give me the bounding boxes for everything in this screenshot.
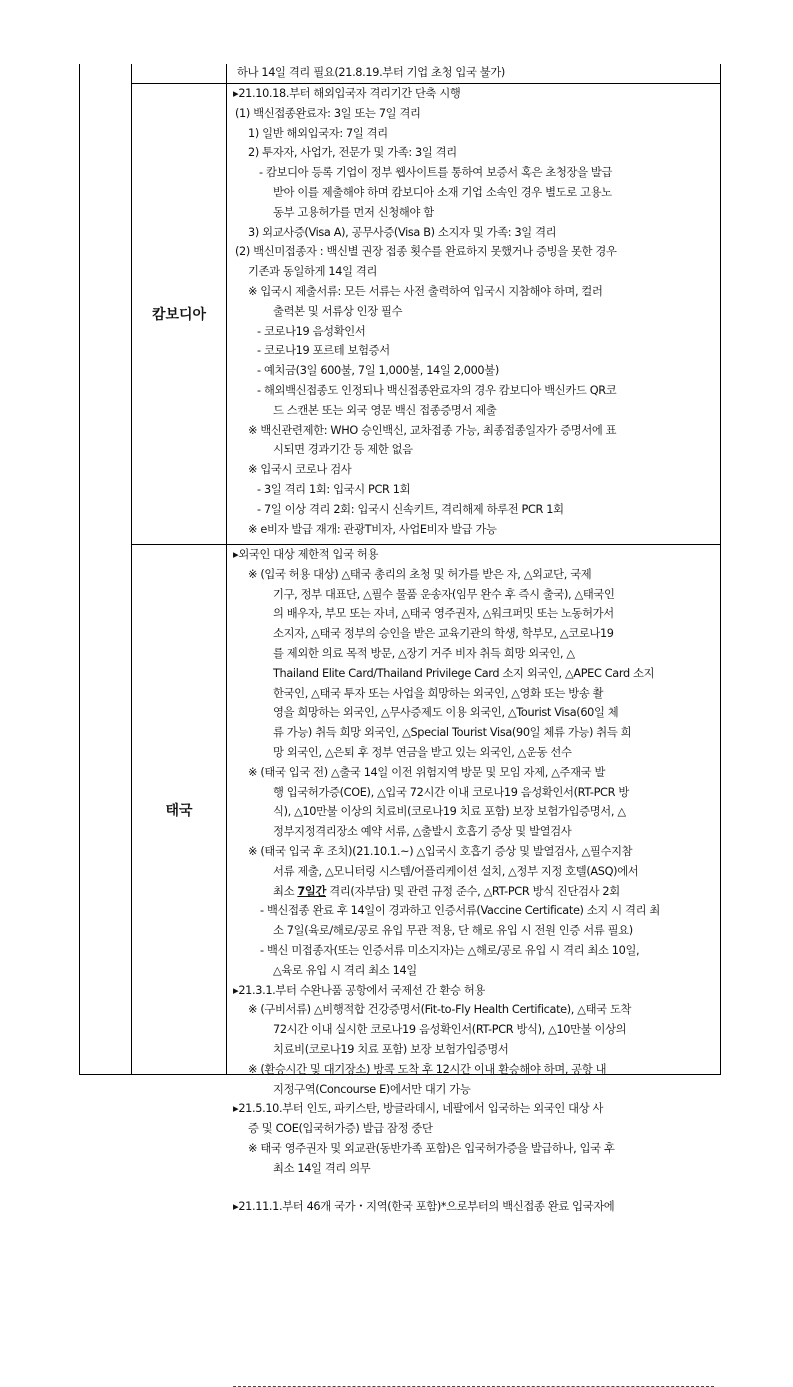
thailand-line-9: 류 가능) 취득 희망 외국인, △Special Tourist Visa(90일 체류 가능) 취득 희 — [273, 726, 632, 740]
cambodia-line-19: ※ 입국시 코로나 검사 — [248, 463, 352, 477]
thailand-line-16: 서류 제출, △모니터링 시스템/어플리케이션 설치, △정부 지정 호텔(ASQ)에서 — [273, 864, 639, 878]
thailand-line-23: ※ (구비서류) △비행적합 건강증명서(Fit-to-Fly Health Certificate), △태국 도착 — [248, 1003, 632, 1017]
thailand-line-1: ※ (입국 허용 대상) △태국 총리의 초청 및 허가를 받은 자, △외교단, 국제 — [248, 567, 592, 581]
thailand-line-12: 행 입국허가증(COE), △입국 72시간 이내 코로나19 음성확인서(RT-PCR 방 — [273, 785, 629, 799]
thailand-line-13: 식), △10만불 이상의 치료비(코로나19 치료 포함) 보장 보험가입증명서, △ — [273, 805, 626, 819]
thailand-line-22: ▸21.3.1.부터 수완나품 공항에서 국제선 간 환승 허용 — [233, 983, 485, 997]
cambodia-line-21: - 7일 이상 격리 2회: 입국시 신속키트, 격리해제 하루전 PCR 1회 — [257, 502, 564, 516]
thailand-line-28: ▸21.5.10.부터 인도, 파키스탄, 방글라데시, 네팔에서 입국하는 외국인 대상 사 — [233, 1102, 604, 1116]
thailand-line-15: ※ (태국 입국 후 조치)(21.10.1.~) △입국시 호흡기 증상 및 발열검사, △필수지참 — [248, 845, 633, 858]
thailand-line-31: 최소 14일 격리 의무 — [273, 1161, 371, 1175]
cambodia-country-label: 캄보디아 — [151, 307, 207, 323]
thailand-line-17: 최소 7일간 격리(자부담) 및 관련 규정 준수, △RT-PCR 방식 진단검사 2회 — [273, 884, 620, 898]
thailand-line-7: 한국인, △태국 투자 또는 사업을 희망하는 외국인, △영화 또는 방송 촬 — [273, 686, 604, 700]
thailand-line-5: 를 제외한 의료 목적 방문, △장기 거주 비자 취득 희망 외국인, △ — [273, 647, 575, 660]
thailand-country-cell — [132, 545, 227, 1074]
cambodia-line-3: 2) 투자자, 사업가, 전문가 및 가족: 3일 격리 — [248, 146, 457, 160]
cambodia-line-16: 드 스캔본 또는 외국 영문 백신 접종증명서 제출 — [273, 403, 497, 417]
cambodia-line-0: ▸21.10.18.부터 해외입국자 격리기간 단축 시행 — [233, 87, 461, 100]
cambodia-line-1: (1) 백신접종완료자: 3일 또는 7일 격리 — [235, 106, 421, 120]
cambodia-line-18: 시되면 경과기간 등 제한 없음 — [273, 443, 413, 457]
thailand-line-2: 기구, 정부 대표단, △필수 물품 운송자(임무 완수 후 즉시 출국), △태국인 — [273, 587, 615, 601]
thailand-line-21: △육로 유입 시 격리 최소 14일 — [273, 963, 417, 977]
thailand-line-6: Thailand Elite Card/Thailand Privilege Card 소지 외국인, △APEC Card 소지 — [273, 666, 655, 680]
thailand-line-20: - 백신 미접종자(또는 인증서류 미소지자)는 △해로/공로 유입 시 격리 최소 10일, — [260, 944, 640, 957]
cambodia-line-4: - 캄보디아 등록 기업이 정부 웹사이트를 통하여 보증서 혹은 초청장을 발급 — [259, 166, 613, 180]
thailand-line-18: - 백신접종 완료 후 14일이 경과하고 인증서류(Vaccine Certificate) 소지 시 격리 최 — [260, 904, 660, 918]
thailand-line-32: ▸21.11.1.부터 46개 국가・지역(한국 포함)*으로부터의 백신접종 완료 입국자에 — [233, 1199, 615, 1213]
cambodia-content-cell — [227, 84, 720, 545]
thailand-line-26: ※ (환승시간 및 대기장소) 방콕 도착 후 12시간 이내 환승해야 하며, 공항 내 — [248, 1062, 607, 1076]
cambodia-line-9: 기존과 동일하게 14일 격리 — [248, 265, 378, 279]
travel-restriction-table — [79, 64, 721, 1213]
thailand-line-30: ※ 태국 영주권자 및 외교관(동반가족 포함)은 입국허가증을 발급하나, 입국 후 — [248, 1142, 615, 1155]
thailand-line-3: 의 배우자, 부모 또는 자녀, △태국 영주권자, △워크퍼밋 또는 노동허가서 — [273, 607, 614, 621]
cambodia-line-22: ※ e비자 발급 재개: 관광T비자, 사업E비자 발급 가능 — [248, 522, 497, 536]
cambodia-line-15: - 해외백신접종도 인정되나 백신접종완료자의 경우 캄보디아 백신카드 QR코 — [257, 384, 617, 397]
cambodia-line-2: 1) 일반 해외입국자: 7일 격리 — [248, 126, 388, 140]
cambodia-line-13: - 코로나19 포르테 보험증서 — [257, 344, 390, 358]
thailand-line-8: 영을 희망하는 외국인, △무사증제도 이용 외국인, △Tourist Visa(60일 체 — [273, 706, 619, 720]
thailand-country-label: 태국 — [165, 802, 193, 819]
thailand-line-24: 72시간 이내 실시한 코로나19 음성확인서(RT-PCR 방식), △10만불 이상의 — [273, 1023, 627, 1037]
thailand-content-cell — [227, 545, 720, 1213]
cambodia-line-8: (2) 백신미접종자 : 백신별 권장 접종 횟수를 완료하지 못했거나 증빙을 못한 경우 — [235, 245, 617, 259]
row0-line-0: 하나 14일 격리 필요(21.8.19.부터 기업 초청 입국 불가) — [237, 66, 505, 79]
cambodia-line-12: - 코로나19 음성확인서 — [257, 324, 366, 338]
thailand-line-25: 치료비(코로나19 치료 포함) 보장 보험가입증명서 — [273, 1043, 509, 1056]
thailand-line-14: 정부지정격리장소 예약 서류, △출발시 호흡기 증상 및 발열검사 — [273, 825, 572, 839]
cambodia-line-6: 동부 고용허가를 먼저 신청해야 함 — [273, 205, 434, 219]
row0-country-cell — [132, 64, 227, 84]
cambodia-line-7: 3) 외교사증(Visa A), 공무사증(Visa B) 소지자 및 가족: 3일 격리 — [248, 225, 557, 239]
region-column — [80, 64, 132, 1074]
thailand-line-10: 망 외국인, △은퇴 후 정부 연금을 받고 있는 외국인, △운동 선수 — [273, 746, 572, 759]
row0-content-cell — [227, 64, 720, 84]
thailand-line-27: 지정구역(Concourse E)에서만 대기 가능 — [273, 1082, 471, 1096]
thailand-line-19: 소 7일(육로/해로/공로 유입 무관 적용, 단 해로 유입 시 전원 인증 서류 필요) — [273, 924, 633, 938]
thailand-line-29: 증 및 COE(입국허가증) 발급 잠정 중단 — [248, 1122, 433, 1136]
thailand-line-11: ※ (태국 입국 전) △출국 14일 이전 위험지역 방문 및 모임 자제, △주재국 발 — [248, 765, 606, 779]
cambodia-line-5: 받아 이를 제출해야 하며 캄보디아 소재 기업 소속인 경우 별도로 고용노 — [273, 186, 612, 199]
cambodia-line-20: - 3일 격리 1회: 입국시 PCR 1회 — [257, 483, 411, 496]
cambodia-line-14: - 예치금(3일 600불, 7일 1,000불, 14일 2,000불) — [257, 364, 499, 378]
emphasis-quarantine-days: 7일간 — [297, 884, 327, 898]
cambodia-line-17: ※ 백신관련제한: WHO 승인백신, 교차접종 가능, 최종접종일자가 증명서에 표 — [248, 423, 617, 437]
cambodia-line-10: ※ 입국시 제출서류: 모든 서류는 사전 출력하여 입국시 지참해야 하며, 컬러 — [248, 285, 603, 298]
thailand-line-4: 소지자, △태국 정부의 승인을 받은 교육기관의 학생, 학부모, △코로나19 — [273, 627, 614, 641]
thailand-line-0: ▸외국인 대상 제한적 입국 허용 — [233, 548, 379, 561]
cambodia-country-cell — [132, 84, 227, 545]
cambodia-line-11: 출력본 및 서류상 인장 필수 — [273, 304, 403, 318]
